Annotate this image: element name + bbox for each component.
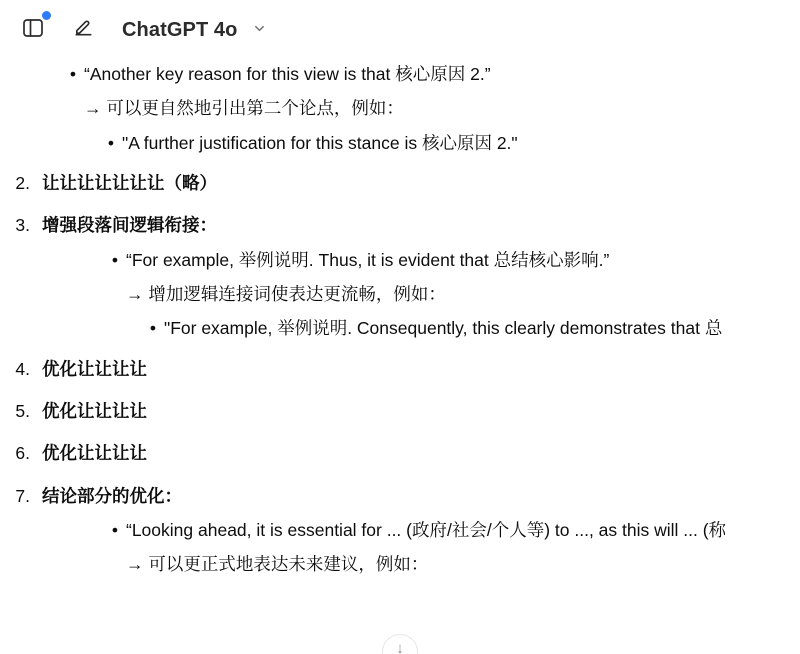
list-marker: 4. bbox=[15, 358, 30, 379]
new-chat-button[interactable] bbox=[66, 13, 100, 47]
bullet-text: "A further justification for this stance is 核心原因 2." bbox=[122, 132, 518, 153]
bullet-marker: • bbox=[111, 520, 119, 541]
message-content bbox=[0, 52, 800, 654]
bullet-marker: • bbox=[107, 132, 115, 153]
list-item bbox=[0, 472, 800, 583]
list-item bbox=[104, 244, 800, 276]
numbered-list bbox=[0, 159, 800, 583]
chevron-down-icon[interactable] bbox=[252, 21, 267, 36]
list-item bbox=[62, 58, 800, 90]
bullet-marker: • bbox=[149, 318, 157, 339]
list-item bbox=[0, 201, 800, 344]
list-heading: 优化让让让让 bbox=[42, 358, 147, 379]
arrow-note: → 增加逻辑连接词使表达更流畅，例如： bbox=[126, 284, 446, 305]
arrow-note: → 可以更正式地表达未来建议，例如： bbox=[126, 554, 429, 575]
list-heading: 优化让让让让 bbox=[42, 401, 147, 422]
list-heading: 结论部分的优化： bbox=[42, 485, 182, 506]
bullet-marker: • bbox=[69, 64, 77, 84]
list-item bbox=[100, 127, 800, 159]
nested-list bbox=[62, 127, 800, 159]
arrow-note: → 可以更自然地引出第二个论点，例如： bbox=[84, 98, 404, 119]
list-heading: 优化让让让让 bbox=[42, 443, 147, 464]
bullet-text: "For example, 举例说明. Consequently, this clearly demonstrates that 总 bbox=[164, 318, 723, 339]
model-label: ChatGPT 4o bbox=[122, 18, 238, 41]
list-heading: 增强段落间逻辑衔接： bbox=[42, 215, 217, 236]
list-heading: 让让让让让让让（略） bbox=[42, 173, 217, 194]
list-item bbox=[0, 345, 800, 387]
nested-list bbox=[104, 312, 800, 344]
top-bar bbox=[0, 0, 800, 60]
list-marker: 2. bbox=[15, 173, 30, 194]
sidebar-toggle-icon bbox=[21, 16, 45, 45]
model-selector[interactable] bbox=[122, 19, 267, 42]
notification-dot bbox=[42, 11, 51, 20]
scroll-to-bottom-icon: ↓ bbox=[396, 640, 404, 654]
list-item bbox=[0, 159, 800, 201]
sub-block bbox=[42, 244, 800, 345]
list-item bbox=[142, 312, 800, 344]
top-partial-block bbox=[0, 58, 800, 159]
scroll-to-bottom-button[interactable] bbox=[382, 634, 418, 654]
list-marker: 6. bbox=[15, 443, 30, 464]
list-item bbox=[0, 387, 800, 429]
list-item bbox=[0, 429, 800, 471]
sub-block bbox=[42, 514, 800, 583]
bullet-marker: • bbox=[111, 249, 119, 270]
bullet-text: “For example, 举例说明. Thus, it is evident that 总结核心影响.” bbox=[126, 249, 610, 270]
sidebar-toggle-button[interactable] bbox=[16, 13, 50, 47]
bullet-text: “Looking ahead, it is essential for ... (政府/社会/个人等) to ..., as this will ... (称 bbox=[126, 520, 727, 541]
list-item bbox=[104, 514, 800, 546]
bullet-text: “Another key reason for this view is that 核心原因 2.” bbox=[84, 64, 491, 84]
new-chat-icon bbox=[72, 16, 95, 44]
list-marker: 3. bbox=[15, 215, 30, 236]
list-marker: 5. bbox=[15, 401, 30, 422]
list-marker: 7. bbox=[15, 485, 30, 506]
